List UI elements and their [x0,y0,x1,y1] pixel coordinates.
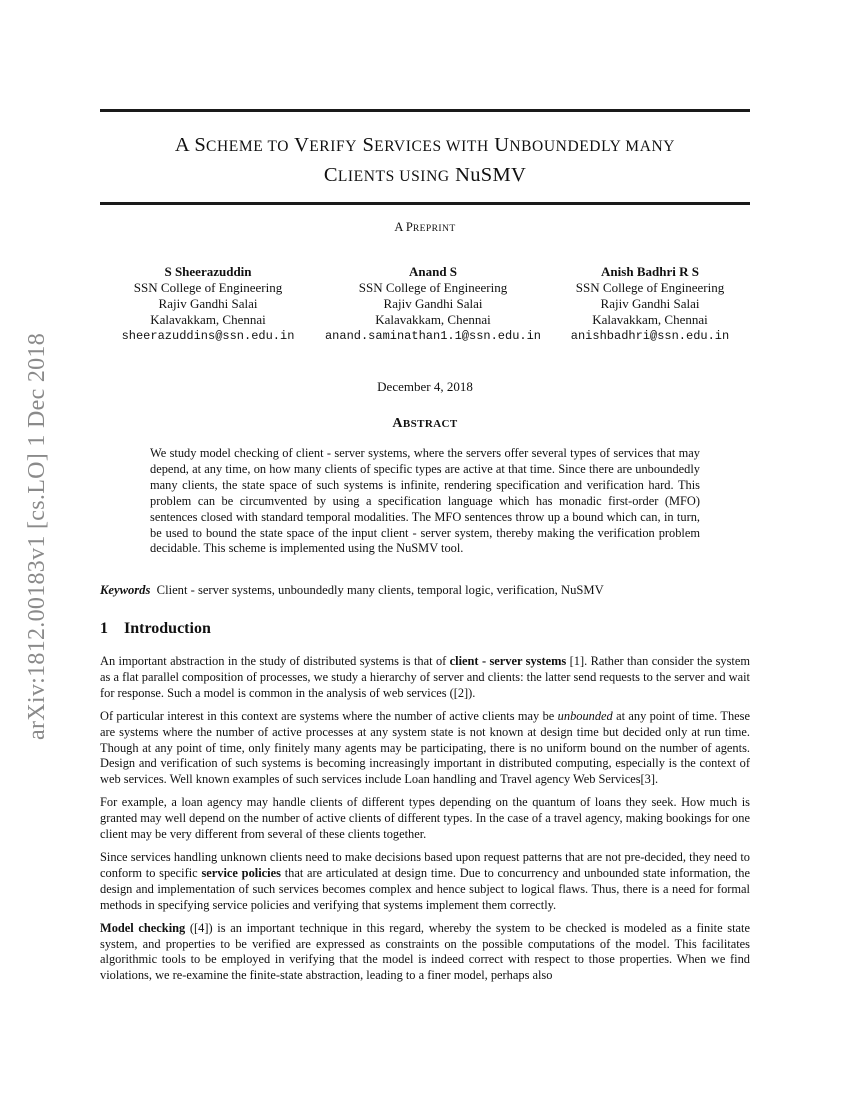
title-word: SERVICES WITH [362,134,489,156]
author-address: Kalavakkam, Chennai [150,312,266,327]
paragraph: For example, a loan agency may handle clients of different types depending on the quantum of loans they seek. How much is granted may well depend on the number of active clients of different types. In the case of a travel agency, making bookings for one client may be very different from several of these clients together. [100,795,750,842]
author-address: Rajiv Gandhi Salai [383,296,483,311]
section-title: Introduction [124,620,211,637]
section-heading [100,620,211,638]
section-number: 1 [100,620,108,637]
author-name: Anand S [408,264,458,279]
paragraph: An important abstraction in the study of distributed systems is that of client - server systems [1]. Rather than consider the system as a flat parallel composition of processes, we study a hierarchy of server and clients: the latter send requests to the server and wait for response. Such a model is common in the analysis of web services ([2]). [100,654,750,700]
author-email[interactable]: sheerazuddins@ssn.edu.in [121,329,295,343]
title-word: SCHEME TO [194,134,290,156]
publication-date: December 4, 2018 [377,379,473,394]
paragraph: Model checking ([4]) is an important technique in this regard, whereby the system to be checked is modeled as a finite state system, and properties to be verified are expressed as constraints on the possible computations of the model. This facilitates algorithmic tools to be employed in verifying that the model is indeed correct with respect to those properties. When we find violations, we re-examine the finite-state abstraction, leading to a finer model, perhaps also [100,920,750,983]
abstract-text: We study model checking of client - server systems, where the servers offer several types of services that may depend, at any time, on how many clients of specific types are active at that time. Since there are unboundedly many clients, the state space of such systems is infinite, rendering specification and verification hard. This problem can be circumvented by using a specification language which has monadic first-order (MFO) sentences closed with standard temporal modalities. The MFO sentences throw up a bound which can, in turn, be used to bound the state space of the input client - server system, thereby making the verification problem decidable. This scheme is implemented using the NuSMV tool. [150,446,700,556]
author-affiliation: SSN College of Engineering [575,280,725,295]
author-name: Anish Badhri R S [601,264,699,279]
keywords-line [100,583,750,598]
title-bottom-rule [100,202,750,205]
author-card [318,264,548,344]
title-line-2: CLIENTS USING NuSMV [323,164,527,186]
author-affiliation: SSN College of Engineering [133,280,283,295]
preprint-label: A PREPRINT [394,220,456,234]
paragraph: Of particular interest in this context are systems where the number of active clients may be unbounded at any point of time. These are systems where the number of active processes at any system state is not known at design time but decided only at run time. Though at any point of time, only finitely many agents may be participating, there is no uniform bound on the number of agents. Design and verification of such systems is becoming increasingly important in distributed computing, especially is the context of web services. Well known examples of such services include Loan handling and Travel agency Web Services[3]. [100,708,750,787]
author-card [108,264,308,344]
author-affiliation: SSN College of Engineering [358,280,508,295]
author-email[interactable]: anand.saminathan1.1@ssn.edu.in [324,329,542,343]
author-address: Kalavakkam, Chennai [592,312,708,327]
title-word: UNBOUNDEDLY MANY [494,134,676,156]
author-address: Rajiv Gandhi Salai [600,296,700,311]
keywords-label: Keywords [100,583,151,597]
title-word: A [174,134,189,156]
author-address: Kalavakkam, Chennai [375,312,491,327]
paragraph: Since services handling unknown clients need to make decisions based upon request patterns that are not pre-decided, they need to conform to specific service policies that are articulated at design time. Due to concurrency and unbounded state information, the design and implementation of such services becomes complex and hence subject to logical flaws. Thus, there is a need for formal methods in specifying service policies and verifying that systems implement them correctly. [100,849,750,912]
title-word: VERIFY [294,134,358,156]
title-top-rule [100,109,750,112]
author-email[interactable]: anishbadhri@ssn.edu.in [570,329,730,343]
author-card [560,264,740,344]
author-address: Rajiv Gandhi Salai [158,296,258,311]
keywords-text: Client - server systems, unboundedly many clients, temporal logic, verification, NuSMV [156,583,604,597]
abstract-heading: ABSTRACT [392,416,458,431]
author-name: S Sheerazuddin [164,264,252,279]
paper-title [100,131,750,191]
section-body [100,654,750,991]
arxiv-identifier: arXiv:1812.00183v1 [cs.LO] 1 Dec 2018 [24,332,50,740]
